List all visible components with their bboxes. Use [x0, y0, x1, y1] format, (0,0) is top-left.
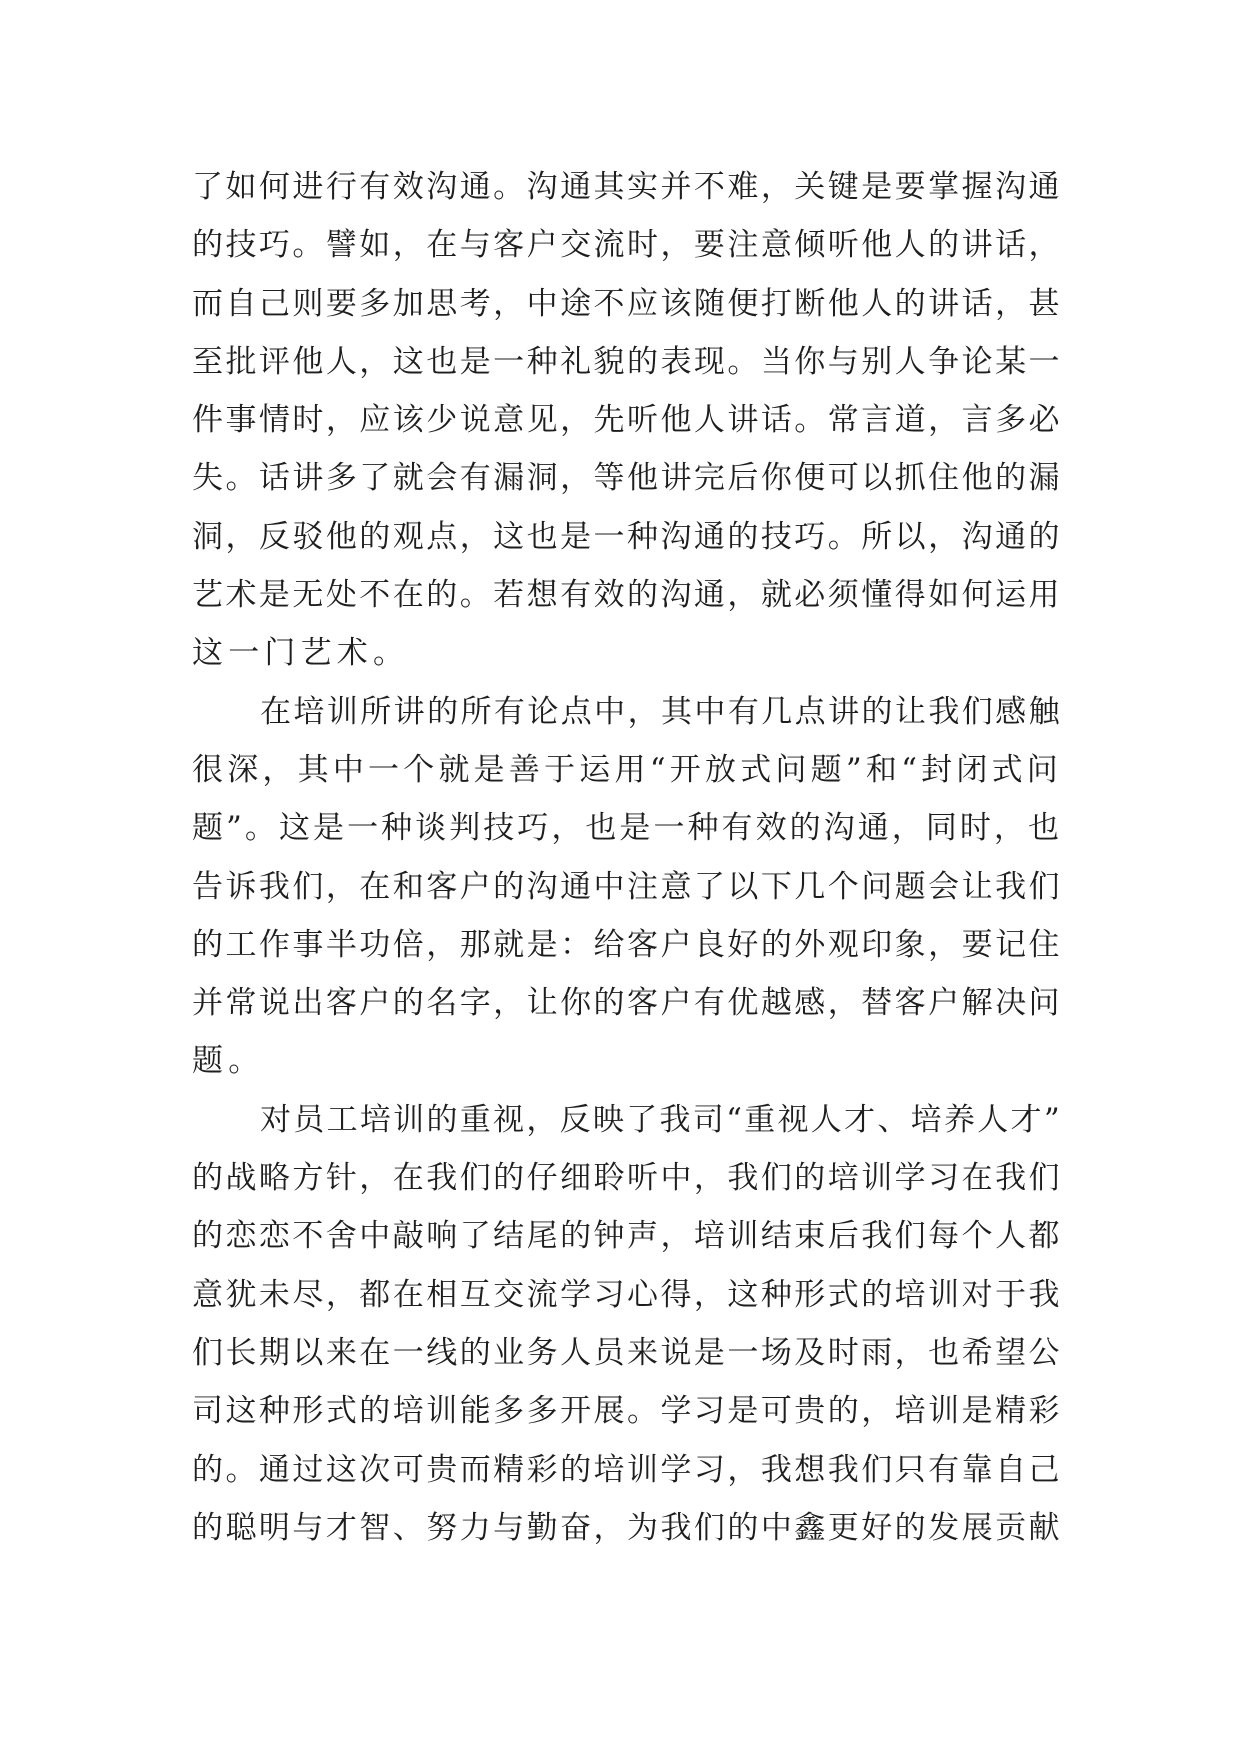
text-line: 题。	[192, 1043, 265, 1080]
text-line: 而自己则要多加思考，中途不应该随便打断他人的讲话，甚	[192, 285, 1062, 322]
text-line: 司这种形式的培训能多多开展。学习是可贵的，培训是精彩	[192, 1393, 1062, 1430]
text-line: 意犹未尽，都在相互交流学习心得，这种形式的培训对于我	[192, 1276, 1062, 1313]
text-line: 洞，反驳他的观点，这也是一种沟通的技巧。所以，沟通的	[192, 518, 1062, 555]
text-line: 的恋恋不舍中敲响了结尾的钟声，培训结束后我们每个人都	[192, 1218, 1062, 1255]
text-line: 的技巧。譬如，在与客户交流时，要注意倾听他人的讲话，	[192, 227, 1062, 264]
text-line: 失。话讲多了就会有漏洞，等他讲完后你便可以抓住他的漏	[192, 460, 1062, 497]
text-line: 的。通过这次可贵而精彩的培训学习，我想我们只有靠自己	[192, 1451, 1062, 1488]
text-line: 很深，其中一个就是善于运用“开放式问题”和“封闭式问	[192, 751, 1062, 788]
paragraph-first-line: 对员工培训的重视，反映了我司“重视人才、培养人才”	[260, 1101, 1062, 1138]
text-line: 的聪明与才智、努力与勤奋，为我们的中鑫更好的发展贡献	[192, 1509, 1062, 1546]
text-line: 艺术是无处不在的。若想有效的沟通，就必须懂得如何运用	[192, 577, 1062, 614]
paragraph-first-line: 在培训所讲的所有论点中，其中有几点讲的让我们感触	[260, 693, 1062, 730]
text-line: 们长期以来在一线的业务人员来说是一场及时雨，也希望公	[192, 1334, 1062, 1371]
text-line: 件事情时，应该少说意见，先听他人讲话。常言道，言多必	[192, 402, 1062, 439]
text-line: 的工作事半功倍，那就是：给客户良好的外观印象，要记住	[192, 926, 1062, 963]
text-line: 告诉我们，在和客户的沟通中注意了以下几个问题会让我们	[192, 868, 1062, 905]
text-line: 这一门艺术。	[192, 635, 410, 672]
text-line: 题”。这是一种谈判技巧，也是一种有效的沟通，同时，也	[192, 810, 1062, 847]
text-line: 至批评他人，这也是一种礼貌的表现。当你与别人争论某一	[192, 343, 1062, 380]
body-text	[192, 158, 1062, 1557]
text-line: 的战略方针，在我们的仔细聆听中，我们的培训学习在我们	[192, 1160, 1062, 1197]
text-line: 并常说出客户的名字，让你的客户有优越感，替客户解决问	[192, 985, 1062, 1022]
text-line: 了如何进行有效沟通。沟通其实并不难，关键是要掌握沟通	[192, 169, 1062, 205]
